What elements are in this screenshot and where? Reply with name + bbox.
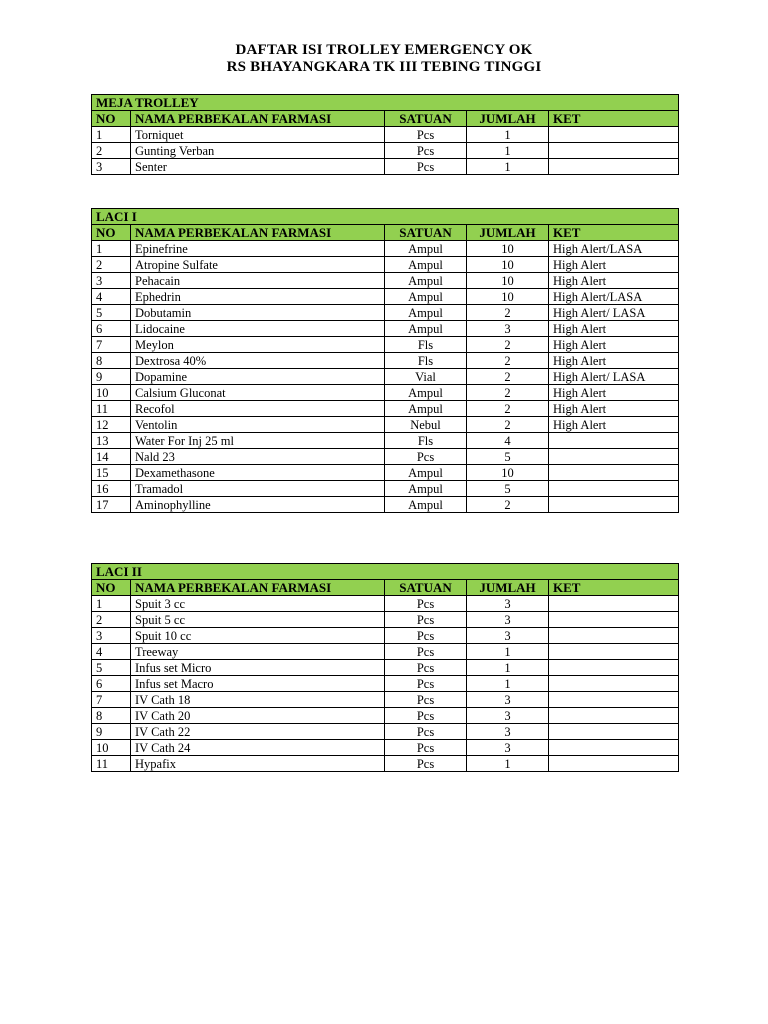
cell-satuan: Ampul (385, 465, 467, 481)
cell-ket (549, 628, 679, 644)
table-row (92, 596, 679, 612)
cell-item-name: Ventolin (131, 417, 385, 433)
cell-ket: High Alert/LASA (549, 241, 679, 257)
cell-ket: High Alert (549, 257, 679, 273)
table-row (92, 385, 679, 401)
cell-satuan: Pcs (385, 724, 467, 740)
cell-ket: High Alert (549, 353, 679, 369)
cell-item-name: Infus set Macro (131, 676, 385, 692)
cell-jumlah: 5 (467, 449, 549, 465)
cell-jumlah: 2 (467, 417, 549, 433)
cell-ket: High Alert (549, 337, 679, 353)
cell-no: 15 (92, 465, 131, 481)
column-header: NO (92, 580, 131, 596)
cell-ket (549, 497, 679, 513)
cell-ket: High Alert/LASA (549, 289, 679, 305)
cell-jumlah: 3 (467, 708, 549, 724)
cell-jumlah: 2 (467, 305, 549, 321)
section-title: LACI II (92, 564, 679, 580)
cell-ket (549, 740, 679, 756)
table-row (92, 143, 679, 159)
column-header: KET (549, 225, 679, 241)
cell-jumlah: 10 (467, 257, 549, 273)
cell-satuan: Pcs (385, 708, 467, 724)
cell-item-name: IV Cath 18 (131, 692, 385, 708)
cell-item-name: Spuit 5 cc (131, 612, 385, 628)
cell-jumlah: 1 (467, 756, 549, 772)
cell-jumlah: 3 (467, 740, 549, 756)
cell-satuan: Pcs (385, 660, 467, 676)
cell-satuan: Ampul (385, 305, 467, 321)
table-row (92, 433, 679, 449)
cell-item-name: Lidocaine (131, 321, 385, 337)
column-header: NAMA PERBEKALAN FARMASI (131, 225, 385, 241)
cell-satuan: Pcs (385, 740, 467, 756)
cell-no: 9 (92, 724, 131, 740)
table-row (92, 159, 679, 175)
cell-jumlah: 3 (467, 692, 549, 708)
table-laci-2 (91, 563, 679, 772)
table-laci-1 (91, 208, 679, 513)
cell-no: 2 (92, 143, 131, 159)
cell-jumlah: 4 (467, 433, 549, 449)
cell-item-name: Tramadol (131, 481, 385, 497)
column-header: JUMLAH (467, 225, 549, 241)
cell-no: 3 (92, 628, 131, 644)
section-title-row (92, 209, 679, 225)
table-row (92, 273, 679, 289)
cell-item-name: IV Cath 20 (131, 708, 385, 724)
cell-satuan: Pcs (385, 612, 467, 628)
cell-no: 12 (92, 417, 131, 433)
cell-satuan: Pcs (385, 692, 467, 708)
cell-satuan: Fls (385, 353, 467, 369)
cell-no: 3 (92, 273, 131, 289)
cell-ket (549, 644, 679, 660)
table-row (92, 321, 679, 337)
section-title: LACI I (92, 209, 679, 225)
cell-no: 11 (92, 756, 131, 772)
cell-jumlah: 2 (467, 353, 549, 369)
cell-jumlah: 3 (467, 628, 549, 644)
table-row (92, 612, 679, 628)
cell-ket (549, 612, 679, 628)
cell-no: 5 (92, 660, 131, 676)
cell-satuan: Ampul (385, 385, 467, 401)
cell-no: 16 (92, 481, 131, 497)
cell-no: 8 (92, 708, 131, 724)
cell-satuan: Ampul (385, 401, 467, 417)
section-title: MEJA TROLLEY (92, 95, 679, 111)
table-row (92, 305, 679, 321)
column-header: NAMA PERBEKALAN FARMASI (131, 580, 385, 596)
cell-no: 7 (92, 337, 131, 353)
table-header-row (92, 111, 679, 127)
cell-jumlah: 3 (467, 321, 549, 337)
table-row (92, 465, 679, 481)
cell-ket (549, 708, 679, 724)
cell-satuan: Vial (385, 369, 467, 385)
cell-item-name: Atropine Sulfate (131, 257, 385, 273)
cell-satuan: Pcs (385, 143, 467, 159)
cell-ket (549, 465, 679, 481)
cell-no: 10 (92, 740, 131, 756)
cell-no: 17 (92, 497, 131, 513)
cell-jumlah: 3 (467, 596, 549, 612)
cell-satuan: Ampul (385, 497, 467, 513)
cell-item-name: Epinefrine (131, 241, 385, 257)
column-header: KET (549, 580, 679, 596)
cell-item-name: Dobutamin (131, 305, 385, 321)
cell-item-name: Nald 23 (131, 449, 385, 465)
cell-satuan: Pcs (385, 159, 467, 175)
table-row (92, 676, 679, 692)
cell-item-name: Dexamethasone (131, 465, 385, 481)
cell-satuan: Ampul (385, 481, 467, 497)
table-row (92, 628, 679, 644)
cell-item-name: Infus set Micro (131, 660, 385, 676)
cell-ket: High Alert (549, 401, 679, 417)
cell-item-name: Dextrosa 40% (131, 353, 385, 369)
cell-ket (549, 127, 679, 143)
cell-jumlah: 5 (467, 481, 549, 497)
cell-item-name: Aminophylline (131, 497, 385, 513)
cell-jumlah: 10 (467, 273, 549, 289)
cell-satuan: Pcs (385, 644, 467, 660)
cell-jumlah: 3 (467, 612, 549, 628)
table-row (92, 692, 679, 708)
cell-item-name: Recofol (131, 401, 385, 417)
table-row (92, 740, 679, 756)
cell-satuan: Nebul (385, 417, 467, 433)
cell-ket: High Alert (549, 417, 679, 433)
cell-jumlah: 2 (467, 385, 549, 401)
cell-jumlah: 3 (467, 724, 549, 740)
cell-no: 14 (92, 449, 131, 465)
cell-satuan: Ampul (385, 241, 467, 257)
cell-jumlah: 2 (467, 337, 549, 353)
cell-jumlah: 1 (467, 644, 549, 660)
table-row (92, 289, 679, 305)
cell-jumlah: 1 (467, 143, 549, 159)
table-row (92, 417, 679, 433)
cell-no: 4 (92, 289, 131, 305)
cell-ket: High Alert (549, 321, 679, 337)
column-header: NAMA PERBEKALAN FARMASI (131, 111, 385, 127)
cell-no: 10 (92, 385, 131, 401)
column-header: SATUAN (385, 225, 467, 241)
cell-item-name: Spuit 10 cc (131, 628, 385, 644)
table-row (92, 756, 679, 772)
table-meja-trolley (91, 94, 679, 175)
cell-satuan: Ampul (385, 289, 467, 305)
cell-satuan: Pcs (385, 449, 467, 465)
cell-jumlah: 2 (467, 401, 549, 417)
cell-satuan: Ampul (385, 257, 467, 273)
column-header: NO (92, 111, 131, 127)
cell-satuan: Pcs (385, 676, 467, 692)
cell-no: 2 (92, 257, 131, 273)
cell-item-name: Spuit 3 cc (131, 596, 385, 612)
cell-no: 1 (92, 241, 131, 257)
cell-ket: High Alert/ LASA (549, 369, 679, 385)
column-header: KET (549, 111, 679, 127)
table-header-row (92, 225, 679, 241)
cell-no: 6 (92, 676, 131, 692)
cell-ket (549, 159, 679, 175)
column-header: JUMLAH (467, 111, 549, 127)
cell-ket (549, 692, 679, 708)
cell-item-name: Senter (131, 159, 385, 175)
cell-item-name: Pehacain (131, 273, 385, 289)
table-header-row (92, 580, 679, 596)
cell-ket (549, 481, 679, 497)
cell-item-name: IV Cath 22 (131, 724, 385, 740)
table-row (92, 449, 679, 465)
cell-ket (549, 143, 679, 159)
table-row (92, 481, 679, 497)
cell-item-name: Meylon (131, 337, 385, 353)
table-row (92, 353, 679, 369)
cell-no: 13 (92, 433, 131, 449)
cell-no: 2 (92, 612, 131, 628)
section-title-row (92, 564, 679, 580)
cell-no: 11 (92, 401, 131, 417)
cell-ket: High Alert/ LASA (549, 305, 679, 321)
cell-no: 9 (92, 369, 131, 385)
cell-item-name: Gunting Verban (131, 143, 385, 159)
cell-ket (549, 660, 679, 676)
cell-ket: High Alert (549, 385, 679, 401)
cell-no: 4 (92, 644, 131, 660)
column-header: JUMLAH (467, 580, 549, 596)
cell-jumlah: 10 (467, 289, 549, 305)
cell-ket (549, 676, 679, 692)
cell-satuan: Fls (385, 433, 467, 449)
table-row (92, 257, 679, 273)
cell-no: 8 (92, 353, 131, 369)
table-row (92, 660, 679, 676)
cell-no: 6 (92, 321, 131, 337)
table-row (92, 708, 679, 724)
table-row (92, 724, 679, 740)
column-header: SATUAN (385, 111, 467, 127)
table-row (92, 644, 679, 660)
cell-ket (549, 596, 679, 612)
cell-ket: High Alert (549, 273, 679, 289)
cell-satuan: Pcs (385, 596, 467, 612)
cell-jumlah: 10 (467, 241, 549, 257)
cell-item-name: IV Cath 24 (131, 740, 385, 756)
table-row (92, 337, 679, 353)
cell-jumlah: 1 (467, 159, 549, 175)
cell-item-name: Hypafix (131, 756, 385, 772)
cell-no: 1 (92, 596, 131, 612)
cell-satuan: Ampul (385, 273, 467, 289)
table-row (92, 127, 679, 143)
cell-item-name: Dopamine (131, 369, 385, 385)
cell-no: 3 (92, 159, 131, 175)
cell-item-name: Calsium Gluconat (131, 385, 385, 401)
cell-jumlah: 2 (467, 497, 549, 513)
cell-item-name: Torniquet (131, 127, 385, 143)
document-subtitle: RS BHAYANGKARA TK III TEBING TINGGI (226, 59, 542, 75)
cell-item-name: Treeway (131, 644, 385, 660)
table-row (92, 497, 679, 513)
cell-no: 1 (92, 127, 131, 143)
cell-satuan: Pcs (385, 127, 467, 143)
table-row (92, 369, 679, 385)
cell-satuan: Pcs (385, 756, 467, 772)
cell-jumlah: 1 (467, 660, 549, 676)
cell-satuan: Pcs (385, 628, 467, 644)
cell-no: 5 (92, 305, 131, 321)
cell-ket (549, 449, 679, 465)
cell-ket (549, 724, 679, 740)
document-title: DAFTAR ISI TROLLEY EMERGENCY OK (235, 42, 533, 58)
cell-jumlah: 10 (467, 465, 549, 481)
cell-item-name: Water For Inj 25 ml (131, 433, 385, 449)
cell-jumlah: 1 (467, 676, 549, 692)
cell-satuan: Fls (385, 337, 467, 353)
cell-ket (549, 433, 679, 449)
column-header: SATUAN (385, 580, 467, 596)
cell-item-name: Ephedrin (131, 289, 385, 305)
cell-jumlah: 2 (467, 369, 549, 385)
cell-no: 7 (92, 692, 131, 708)
table-row (92, 241, 679, 257)
cell-ket (549, 756, 679, 772)
cell-jumlah: 1 (467, 127, 549, 143)
column-header: NO (92, 225, 131, 241)
cell-satuan: Ampul (385, 321, 467, 337)
section-title-row (92, 95, 679, 111)
table-row (92, 401, 679, 417)
